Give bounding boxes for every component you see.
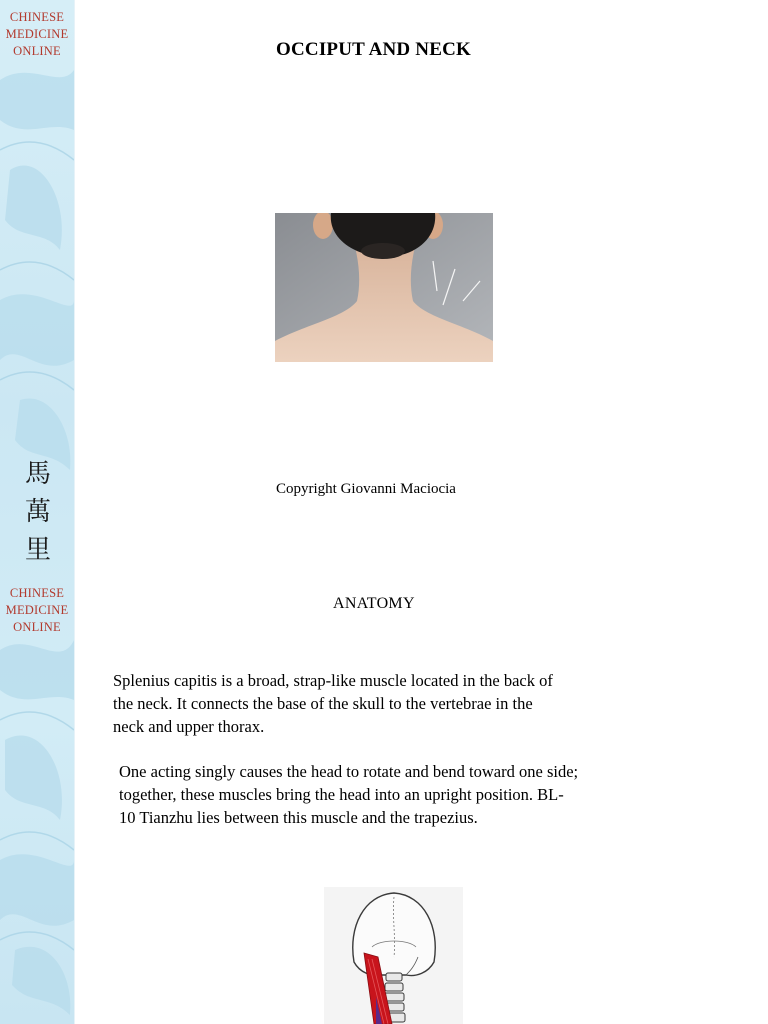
brand-logo-top[interactable]	[0, 9, 74, 60]
brand-line-2: MEDICINE	[5, 603, 69, 617]
brand-line-2: MEDICINE	[5, 27, 69, 41]
section-heading-anatomy: ANATOMY	[333, 595, 415, 612]
chinese-calligraphy-seal	[24, 456, 52, 566]
acupuncture-neck-photo	[275, 213, 493, 362]
paragraph-line: together, these muscles bring the head into an upright position. BL-	[119, 785, 564, 804]
sidebar	[0, 0, 75, 1024]
svg-text:萬: 萬	[24, 497, 52, 527]
svg-text:里: 里	[24, 535, 52, 565]
brand-logo-bottom[interactable]	[0, 585, 74, 636]
brand-line-3: ONLINE	[13, 44, 61, 58]
brand-line-1: CHINESE	[9, 10, 65, 24]
paragraph-splenius-description	[113, 669, 643, 738]
paragraph-line: 10 Tianzhu lies between this muscle and the trapezius.	[119, 808, 478, 827]
brand-line-1: CHINESE	[9, 586, 65, 600]
paragraph-line: One acting singly causes the head to rotate and bend toward one side;	[119, 762, 579, 781]
splenius-capitis-anatomy-diagram	[324, 887, 463, 1024]
paragraph-line: neck and upper thorax.	[113, 717, 265, 736]
copyright-notice: Copyright Giovanni Maciocia	[276, 481, 456, 497]
paragraph-line: Splenius capitis is a broad, strap-like muscle located in the back of	[113, 671, 553, 690]
page-title: OCCIPUT AND NECK	[276, 39, 471, 60]
paragraph-splenius-function	[119, 760, 664, 829]
brand-line-3: ONLINE	[13, 620, 61, 634]
svg-text:馬: 馬	[24, 459, 52, 489]
paragraph-line: the neck. It connects the base of the skull to the vertebrae in the	[113, 694, 533, 713]
